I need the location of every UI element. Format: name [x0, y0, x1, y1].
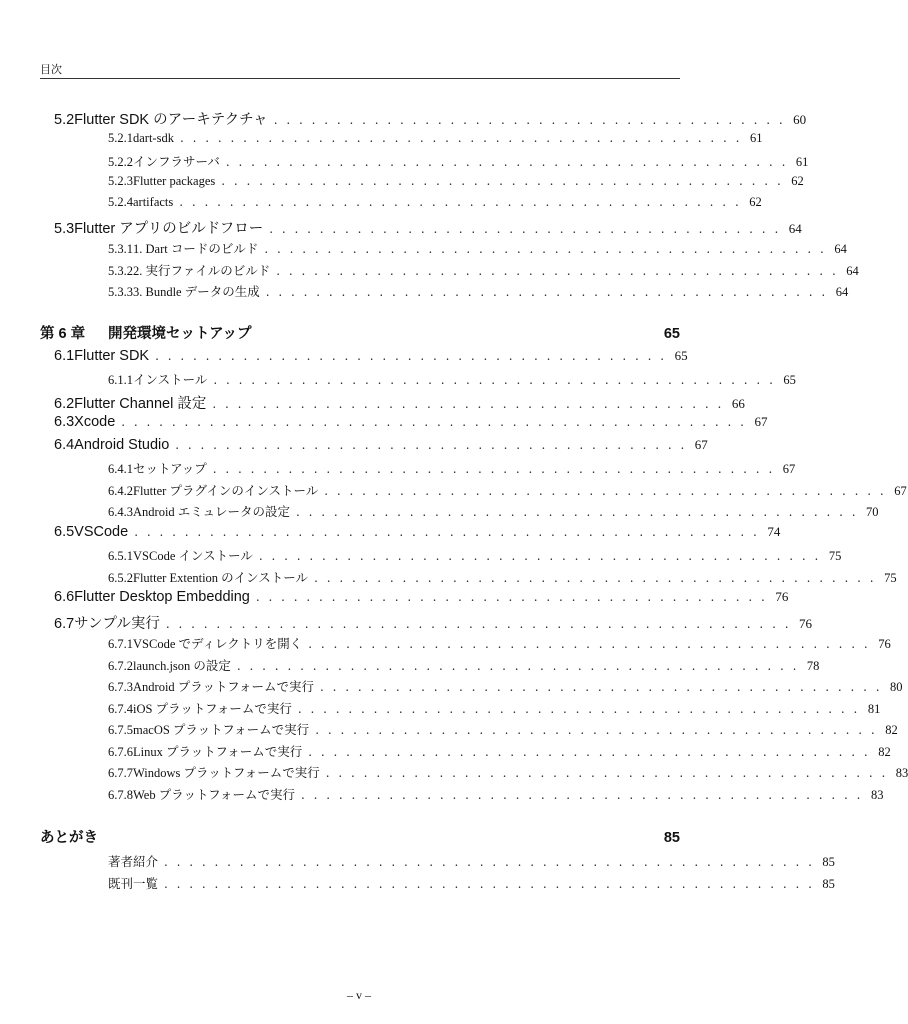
page-number: 65: [783, 373, 796, 387]
section-title: Flutter アプリのビルドフロー: [74, 220, 264, 237]
page-number: 75: [884, 570, 897, 585]
subsection-title: Windows プラットフォームで実行: [133, 766, 320, 780]
subsection-number: 5.3.2: [108, 263, 133, 278]
section-number: 6.4: [54, 436, 75, 453]
afterword-title: あとがき: [40, 830, 98, 846]
page-number: 85: [822, 855, 835, 869]
subsection-number: 6.7.8: [108, 787, 133, 802]
page-number: 62: [791, 173, 804, 188]
subsection-number: 6.7.6: [108, 744, 133, 759]
subsection-title: VSCode でディレクトリを開く: [133, 637, 303, 651]
toc-row-subsection[interactable]: [40, 634, 891, 656]
chapter-title: 開発環境セットアップ: [108, 325, 252, 342]
subsection-title: dart-sdk: [133, 130, 174, 145]
subsection-number: 6.7.5: [108, 723, 133, 737]
leader-dots: . . . . . . . . . . . . . . . . . . . . . . . . . . . . . . . . . . . . . . . . .: [269, 221, 781, 236]
subsection-title: Android エミュレータの設定: [133, 505, 291, 519]
toc-row-section[interactable]: [40, 392, 745, 415]
subsection-title: VSCode インストール: [133, 549, 253, 563]
toc-row-subsection[interactable]: [40, 763, 908, 785]
toc-row-subsection[interactable]: [40, 261, 859, 283]
toc-row-subsection[interactable]: [40, 546, 842, 568]
toc-row-subsection[interactable]: [40, 195, 762, 217]
toc-row-subsection[interactable]: [40, 130, 763, 153]
leader-dots: . . . . . . . . . . . . . . . . . . . . . . . . . . . . . . . . . . . . . . . . . . . . .: [308, 744, 871, 759]
section-number: 6.2: [54, 395, 75, 412]
subsection-title: macOS プラットフォームで実行: [133, 723, 310, 737]
page-number: 70: [866, 505, 879, 519]
section-number: 5.3: [54, 220, 75, 237]
page-number: 61: [795, 155, 809, 169]
subsection-title: インフラサーバ: [133, 155, 220, 169]
subsection-number: 5.3.3: [108, 285, 133, 299]
page-number: 65: [674, 347, 688, 363]
page-number: 80: [890, 680, 903, 694]
subsection-number: 6.4.2: [108, 483, 133, 498]
subsection-number: 6.7.7: [108, 766, 133, 780]
leader-dots: . . . . . . . . . . . . . . . . . . . . . . . . . . . . . . . . . . . . . . . . . . . . .: [297, 701, 860, 716]
toc-row-section[interactable]: [40, 612, 813, 635]
leader-dots: . . . . . . . . . . . . . . . . . . . . . . . . . . . . . . . . . . . . . . . . .: [212, 396, 724, 411]
toc-row-section[interactable]: [40, 108, 807, 131]
leader-dots: . . . . . . . . . . . . . . . . . . . . . . . . . . . . . . . . . . . . . . . . . . . . . . . . . .: [134, 524, 760, 539]
toc-row-section[interactable]: [40, 347, 688, 371]
toc-row-subsection[interactable]: [40, 568, 897, 590]
page-number: 62: [749, 195, 762, 209]
page-number: 67: [754, 414, 768, 429]
leader-dots: . . . . . . . . . . . . . . . . . . . . . . . . . . . . . . . . . . . . . . . . . . . . .: [320, 680, 883, 694]
subsection-title: iOS プラットフォームで実行: [133, 701, 292, 716]
leader-dots: . . . . . . . . . . . . . . . . . . . . . . . . . . . . . . . . . . . . . . . . .: [255, 590, 768, 604]
page-number: 85: [822, 876, 835, 891]
toc-row-subsection[interactable]: [40, 502, 879, 524]
subsection-title: launch.json の設定: [133, 658, 231, 673]
leader-dots: . . . . . . . . . . . . . . . . . . . . . . . . . . . . . . . . . . . . . . . . . . . . .: [325, 766, 888, 780]
leader-dots: . . . . . . . . . . . . . . . . . . . . . . . . . . . . . . . . . . . . . . . . . . . . .: [225, 155, 788, 169]
page-number: 64: [835, 285, 849, 299]
section-number: 6.1: [54, 347, 75, 364]
subsection-title: Flutter プラグインのインストール: [133, 483, 319, 498]
subsection-title: Android プラットフォームで実行: [133, 680, 315, 694]
toc-row-subsection[interactable]: [40, 656, 820, 678]
section-title: Flutter SDK のアーキテクチャ: [74, 112, 268, 128]
subsection-title: Flutter packages: [133, 173, 216, 188]
subsection-number: 5.2.3: [108, 173, 133, 188]
subsection-title: artifacts: [133, 195, 174, 209]
page-number: 74: [767, 523, 781, 539]
toc-row-subsection[interactable]: [40, 481, 907, 503]
subsection-number: 6.7.4: [108, 701, 133, 716]
page-footer: – v –: [347, 988, 371, 1002]
leader-dots: . . . . . . . . . . . . . . . . . . . . . . . . . . . . . . . . . . . . . . . . . . . . .: [265, 285, 828, 299]
section-title: サンプル実行: [74, 615, 160, 632]
page-number: 76: [799, 615, 813, 631]
running-header: [40, 62, 680, 79]
leader-dots: . . . . . . . . . . . . . . . . . . . . . . . . . . . . . . . . . . . . . . . . .: [155, 348, 667, 363]
subsection-title: セットアップ: [133, 462, 207, 476]
leader-dots: . . . . . . . . . . . . . . . . . . . . . . . . . . . . . . . . . . . . . . . . . . . . .: [236, 658, 799, 673]
subsection-number: 6.1.1: [108, 373, 133, 387]
section-list-chapter6: [40, 347, 908, 807]
section-title: Xcode: [74, 414, 116, 430]
leader-dots: . . . . . . . . . . . . . . . . . . . . . . . . . . . . . . . . . . . . . . . . . . . . .: [221, 173, 784, 188]
page-number: 83: [895, 766, 908, 780]
toc-row-section[interactable]: [40, 414, 768, 437]
toc-row-subsection[interactable]: [40, 459, 796, 481]
afterword-page-number: 85: [663, 830, 680, 846]
toc-row-section[interactable]: [40, 589, 789, 612]
subsection-number: 5.2.2: [108, 155, 133, 169]
subsection-title: 1. Dart コードのビルド: [133, 242, 259, 256]
subsection-title: 2. 実行ファイルのビルド: [133, 263, 271, 278]
page-number: 82: [878, 744, 891, 759]
afterword-item-title: 既刊一覧: [108, 876, 159, 891]
page-number: 66: [731, 395, 745, 411]
section-number: 6.5: [54, 523, 75, 540]
table-of-contents: [40, 108, 908, 895]
page-number: 75: [828, 549, 842, 563]
toc-row-subsection[interactable]: [40, 370, 796, 392]
leader-dots: . . . . . . . . . . . . . . . . . . . . . . . . . . . . . . . . . . . . . . . . . . . . . . . . . . . .: [164, 855, 815, 869]
subsection-number: 5.2.4: [108, 195, 133, 209]
section-number: 6.7: [54, 615, 75, 632]
section-title: Flutter SDK: [74, 347, 150, 364]
toc-row-subsection[interactable]: [40, 785, 884, 807]
leader-dots: . . . . . . . . . . . . . . . . . . . . . . . . . . . . . . . . . . . . . . . . . . . . .: [296, 505, 859, 519]
subsection-number: 6.4.3: [108, 505, 133, 519]
leader-dots: . . . . . . . . . . . . . . . . . . . . . . . . . . . . . . . . . . . . . . . . . . . . .: [179, 195, 742, 209]
toc-row-subsection[interactable]: [40, 173, 804, 196]
leader-dots: . . . . . . . . . . . . . . . . . . . . . . . . . . . . . . . . . . . . . . . . . . . . . . . . . .: [165, 616, 792, 631]
subsection-title: 3. Bundle データの生成: [133, 285, 260, 299]
toc-row-afterword-item[interactable]: [40, 852, 835, 874]
chapter-number: 第 6 章: [40, 325, 86, 342]
toc-row-subsection[interactable]: [40, 239, 847, 261]
toc-row-subsection[interactable]: [40, 742, 891, 764]
page-number: 67: [694, 436, 708, 452]
section-title: Android Studio: [74, 436, 170, 453]
page-number: 67: [894, 483, 907, 498]
page-number: 78: [806, 658, 820, 673]
toc-row-subsection[interactable]: [40, 677, 903, 699]
section-title: VSCode: [74, 523, 129, 540]
afterword-heading[interactable]: [40, 826, 680, 852]
subsection-title: インストール: [133, 373, 208, 387]
subsection-number: 6.7.1: [108, 637, 133, 651]
subsection-number: 6.7.3: [108, 680, 133, 694]
chapter-heading[interactable]: [40, 322, 680, 348]
leader-dots: . . . . . . . . . . . . . . . . . . . . . . . . . . . . . . . . . . . . . . . . . . . . .: [212, 462, 775, 476]
page-number: 67: [782, 462, 796, 476]
afterword-item-title: 著者紹介: [108, 855, 159, 869]
leader-dots: . . . . . . . . . . . . . . . . . . . . . . . . . . . . . . . . . . . . . . . . . . . . . . . . . . . .: [164, 876, 815, 891]
toc-row-afterword-item[interactable]: [40, 874, 835, 896]
subsection-number: 6.5.2: [108, 570, 133, 585]
leader-dots: . . . . . . . . . . . . . . . . . . . . . . . . . . . . . . . . . . . . . . . . . . . . .: [300, 787, 863, 802]
subsection-number: 5.3.1: [108, 242, 133, 256]
page-number: 64: [846, 263, 859, 278]
chapter-page-number: 65: [663, 325, 680, 342]
toc-row-subsection[interactable]: [40, 699, 881, 721]
leader-dots: . . . . . . . . . . . . . . . . . . . . . . . . . . . . . . . . . . . . . . . . . . . . .: [258, 549, 821, 563]
leader-dots: . . . . . . . . . . . . . . . . . . . . . . . . . . . . . . . . . . . . . . . . . . . . .: [314, 570, 877, 585]
toc-row-subsection[interactable]: [40, 720, 898, 742]
section-title: Flutter Desktop Embedding: [74, 589, 250, 605]
page-number: 82: [885, 723, 898, 737]
leader-dots: . . . . . . . . . . . . . . . . . . . . . . . . . . . . . . . . . . . . . . . . . . . . .: [213, 373, 776, 387]
subsection-title: Web プラットフォームで実行: [133, 787, 295, 802]
page-number: 61: [749, 130, 763, 145]
toc-row-subsection[interactable]: [40, 152, 809, 174]
toc-row-section[interactable]: [40, 436, 708, 460]
toc-row-subsection[interactable]: [40, 282, 849, 304]
subsection-title: Linux プラットフォームで実行: [133, 744, 303, 759]
subsection-number: 6.4.1: [108, 462, 133, 476]
page-number: 76: [775, 589, 789, 604]
leader-dots: . . . . . . . . . . . . . . . . . . . . . . . . . . . . . . . . . . . . . . . . . . . . .: [324, 483, 887, 498]
leader-dots: . . . . . . . . . . . . . . . . . . . . . . . . . . . . . . . . . . . . . . . . .: [175, 437, 687, 452]
subsection-number: 6.5.1: [108, 549, 133, 563]
toc-row-section[interactable]: [40, 217, 802, 240]
page-number: 60: [793, 112, 807, 127]
section-number: 6.3: [54, 414, 75, 430]
section-number: 6.6: [54, 589, 75, 605]
section-title: Flutter Channel 設定: [74, 395, 207, 412]
page-number: 76: [878, 637, 891, 651]
leader-dots: . . . . . . . . . . . . . . . . . . . . . . . . . . . . . . . . . . . . . . . . . . . . .: [315, 723, 878, 737]
subsection-number: 6.7.2: [108, 658, 133, 673]
leader-dots: . . . . . . . . . . . . . . . . . . . . . . . . . . . . . . . . . . . . . . . . . . . . . . . . . .: [121, 415, 747, 429]
subsection-number: 5.2.1: [108, 130, 133, 145]
leader-dots: . . . . . . . . . . . . . . . . . . . . . . . . . . . . . . . . . . . . . . . . .: [273, 113, 786, 127]
header-title: 目次: [40, 63, 62, 76]
leader-dots: . . . . . . . . . . . . . . . . . . . . . . . . . . . . . . . . . . . . . . . . . . . . .: [308, 637, 871, 651]
leader-dots: . . . . . . . . . . . . . . . . . . . . . . . . . . . . . . . . . . . . . . . . . . . . .: [276, 263, 839, 278]
leader-dots: . . . . . . . . . . . . . . . . . . . . . . . . . . . . . . . . . . . . . . . . . . . . .: [264, 242, 827, 256]
subsection-title: Flutter Extention のインストール: [133, 570, 309, 585]
page-number: 64: [834, 242, 847, 256]
leader-dots: . . . . . . . . . . . . . . . . . . . . . . . . . . . . . . . . . . . . . . . . . . . . .: [179, 130, 742, 145]
page-number: 64: [788, 220, 802, 236]
section-number: 5.2: [54, 112, 75, 128]
page-number: 81: [867, 701, 881, 716]
page-number: 83: [870, 787, 884, 802]
section-list-chapter5: [40, 108, 859, 304]
toc-row-section[interactable]: [40, 523, 781, 547]
